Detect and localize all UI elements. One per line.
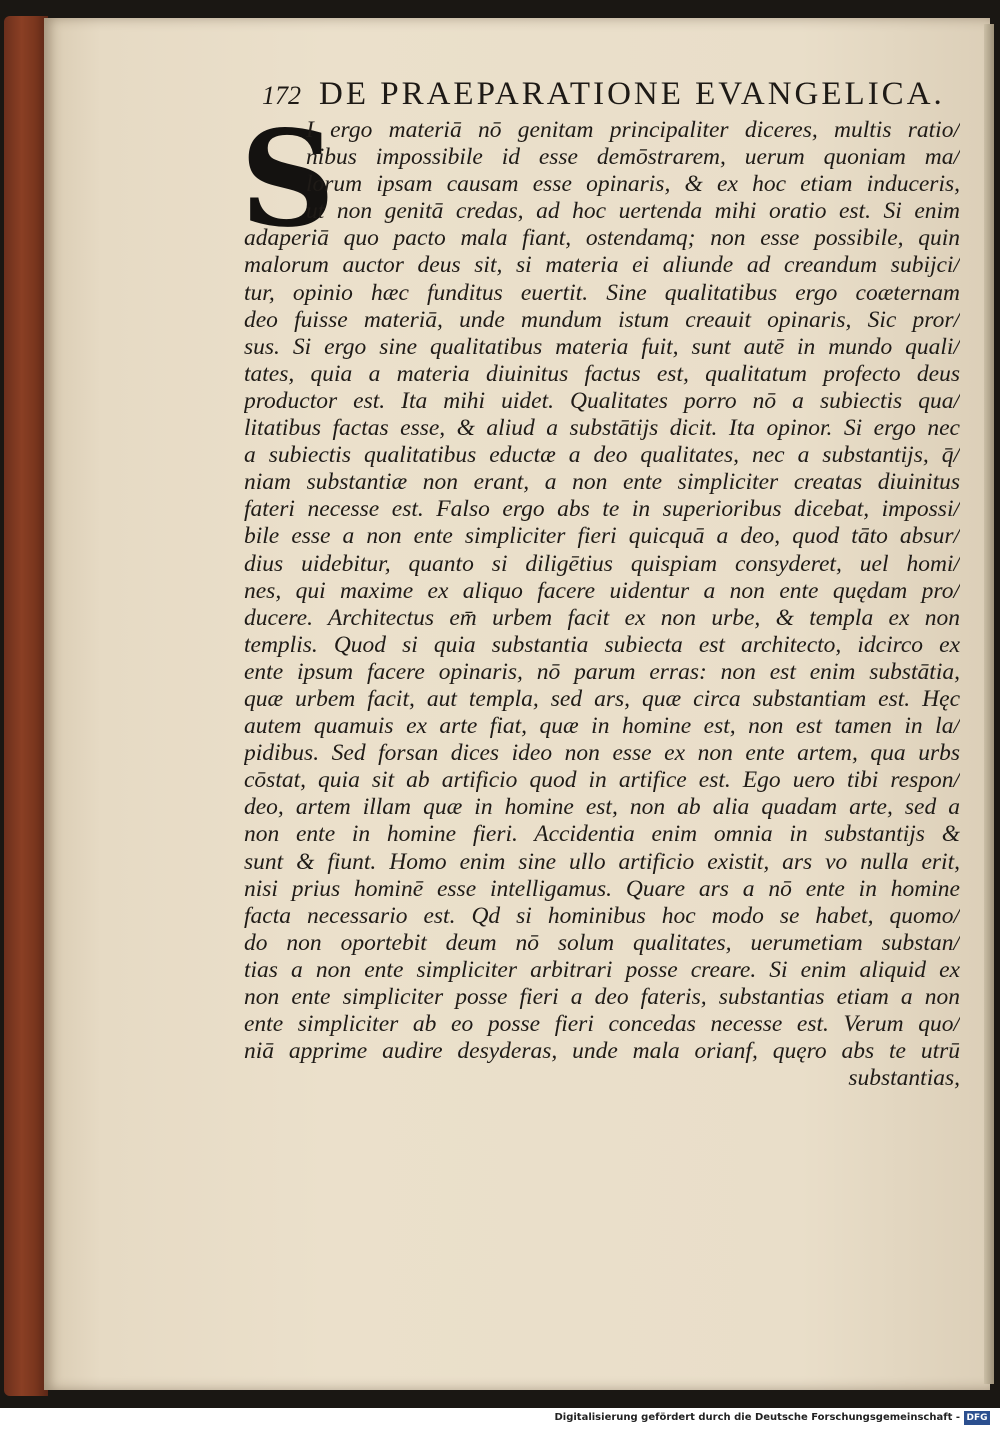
body-text	[244, 117, 960, 1092]
text-line: litatibus factas esse, & aliud a substātijs dicit. Ita opinor. Si ergo nec	[244, 415, 960, 442]
text-line: ducere. Architectus em̄ urbem facit ex non urbe, & templa ex non	[244, 604, 960, 631]
text-line: non ente in homine fieri. Accidentia enim omnia in substantijs &	[244, 821, 960, 848]
text-line: deo fuisse materiā, unde mundum istum creauit opinaris, Sic pror/	[244, 306, 960, 333]
text-line: bile esse a non ente simpliciter fieri quicquā a deo, quod tāto absur/	[244, 523, 960, 550]
text-line: do non oportebit deum nō solum qualitates, uerumetiam substan/	[244, 929, 960, 956]
text-line: tias a non ente simpliciter arbitrari posse creare. Si enim aliquid ex	[244, 956, 960, 983]
text-line: templis. Quod si quia substantia subiecta est architecto, idcirco ex	[244, 631, 960, 658]
text-line: deo, artem illam quæ in homine est, non ab alia quadam arte, sed a	[244, 794, 960, 821]
text-line: autem quamuis ex arte fiat, quæ in homine est, non est tamen in la/	[244, 713, 960, 740]
text-line: tur, opinio hæc funditus euertit. Sine qualitatibus ergo coæternam	[244, 279, 960, 306]
text-line: substantias,	[848, 1065, 960, 1092]
text-line: sunt & fiunt. Homo enim sine ullo artificio existit, ars vo nulla erit,	[244, 848, 960, 875]
text-line: niā apprime audire desyderas, unde mala orianf, quęro abs te utrū	[244, 1038, 960, 1065]
text-line: nisi prius hominē esse intelligamus. Quare ars a nō ente in homine	[244, 875, 960, 902]
text-line: adaperiā quo pacto mala fiant, ostendamq; non esse possibile, quin	[244, 225, 960, 252]
funding-credit: Digitalisierung gefördert durch die Deutsche Forschungsgemeinschaft -	[554, 1412, 960, 1423]
text-line: a subiectis qualitatibus eductæ a deo qualitates, nec a substantijs, q̄/	[244, 442, 960, 469]
text-line: facta necessario est. Qd si hominibus hoc modo se habet, quomo/	[244, 902, 960, 929]
text-line: productor est. Ita mihi uidet. Qualitates porro nō a subiectis qua/	[244, 387, 960, 414]
text-line: quæ urbem facit, aut templa, sed ars, quæ circa substantiam est. Hęc	[244, 685, 960, 712]
text-line: ente simpliciter ab eo posse fieri concedas necesse est. Verum quo/	[244, 1011, 960, 1038]
running-head	[262, 76, 982, 120]
text-line: fateri necesse est. Falso ergo abs te in superioribus dicebat, impossi/	[244, 496, 960, 523]
text-line: pidibus. Sed forsan dices ideo non esse ex non ente artem, qua urbs	[244, 740, 960, 767]
text-line: ente ipsum facere opinaris, nō parum erras: non est enim substātia,	[244, 658, 960, 685]
drop-cap-initial: S	[240, 102, 336, 257]
text-line: non ente simpliciter posse fieri a deo fateris, substantias etiam a non	[244, 984, 960, 1010]
text-line: tates, quia a materia diuinitus factus est, qualitatum profecto deus	[244, 360, 960, 387]
text-line: sus. Si ergo sine qualitatibus materia fuit, sunt autē in mundo quali/	[244, 333, 960, 360]
text-line: I ergo materiā nō genitam principaliter diceres, multis ratio/	[306, 117, 960, 143]
text-line: nes, qui maxime ex aliquo facere uidentur a non ente quędam pro/	[244, 577, 960, 604]
text-line: niam substantiæ non erant, a non ente simpliciter creatas diuinitus	[244, 469, 960, 496]
text-line: lorum ipsam causam esse opinaris, & ex hoc etiam induceris,	[306, 171, 960, 198]
page-fore-edge	[984, 24, 994, 1384]
text-line: ut non genitā credas, ad hoc uertenda mihi oratio est. Si enim	[306, 198, 960, 225]
running-title: DE PRAEPARATIONE EVANGELICA.	[319, 76, 945, 112]
page-number: 172	[262, 81, 301, 110]
digitization-footer	[0, 1408, 1000, 1430]
text-line: cōstat, quia sit ab artificio quod in artifice est. Ego uero tibi respon/	[244, 767, 960, 794]
book-spine-edge	[4, 16, 48, 1396]
text-line: dius uidebitur, quanto si diligētius quispiam consyderet, uel homi/	[244, 550, 960, 577]
text-line: malorum auctor deus sit, si materia ei aliunde ad creandum subijci/	[244, 252, 960, 279]
text-line: nibus impossibile id esse demōstrarem, uerum quoniam ma/	[306, 144, 960, 171]
dfg-logo-icon: DFG	[964, 1411, 990, 1425]
